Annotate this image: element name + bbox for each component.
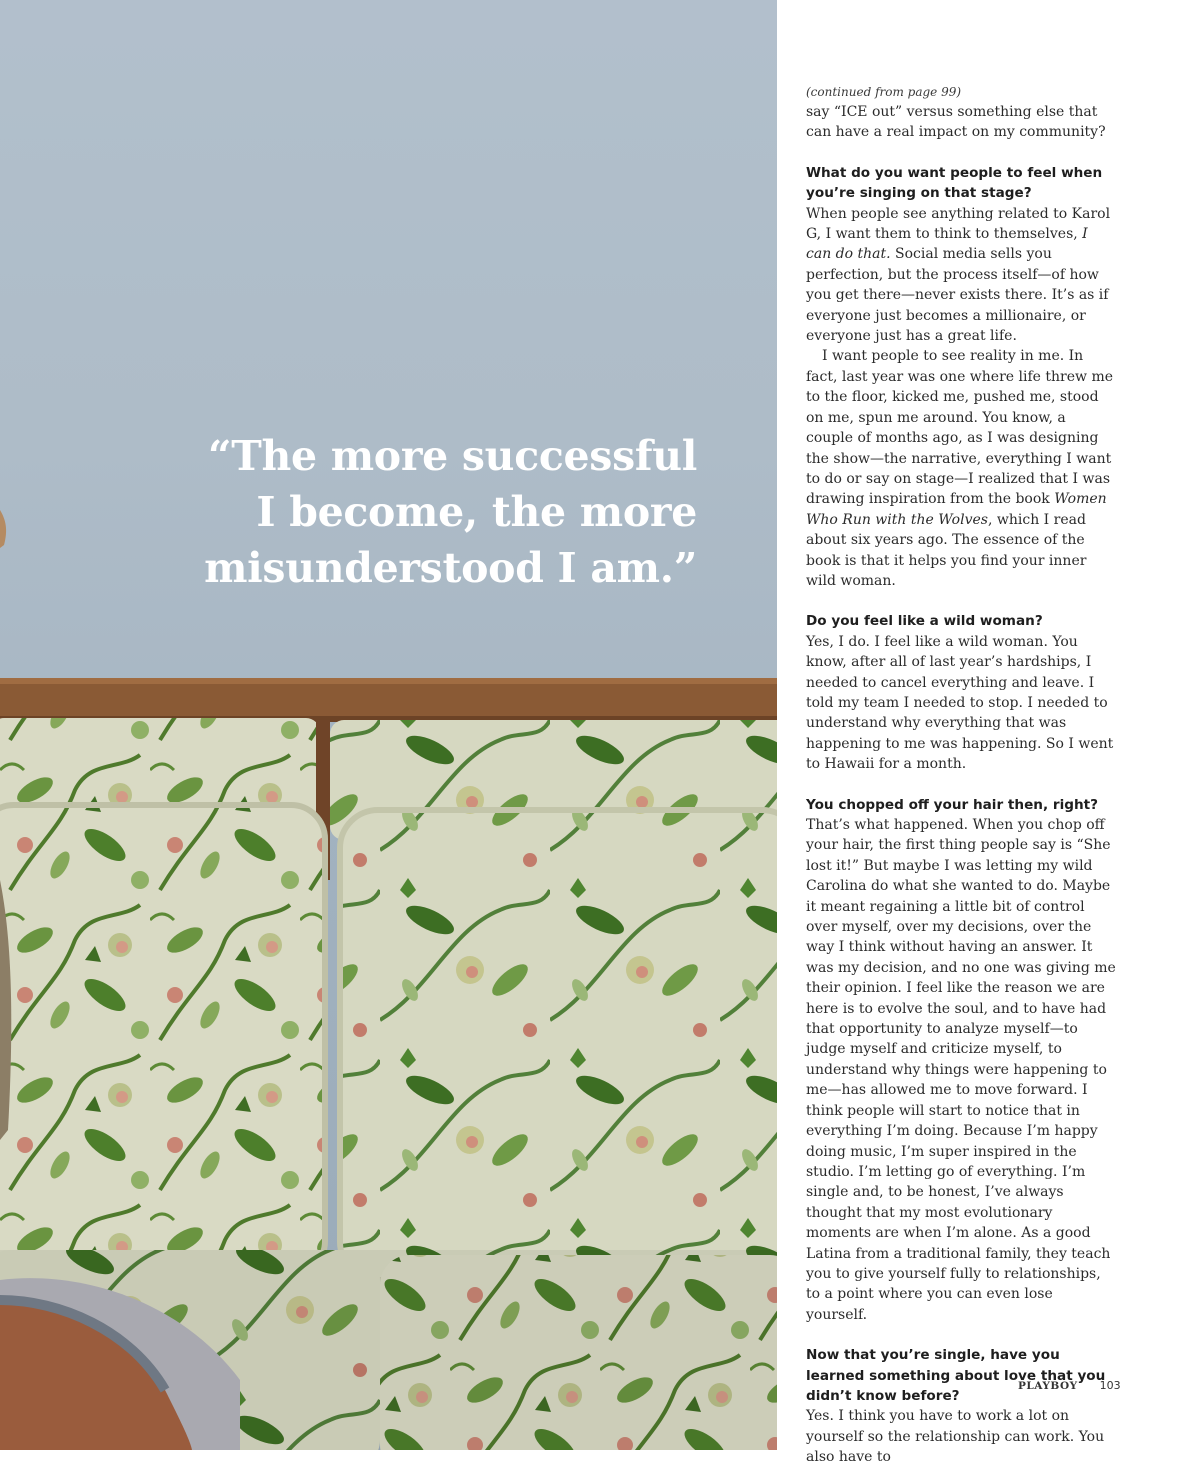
question-4: Now that you’re single, have you learned something about love that you didn’t know before? bbox=[806, 1347, 1106, 1404]
book-title: Women Who Run with the Wolves bbox=[806, 491, 1107, 528]
answer-3: That’s what happened. When you chop off your hair, the first thing people say is “She lost it!” But maybe I was letting my wild Carolina do what she wanted to do. Maybe it meant regaining a little bit of control over myself, over my decisions, over the way I think without having an answer. It was my decision, and no one was giving me their opinion. I feel like the reason we are here is to evolve the soul, and to have had that opportunity to analyze myself—to judge myself and criticize myself, to understand why things were happening to me—has allowed me to move forward. I think people will start to notice that in everything I’m doing. Because I’m happy doing music, I’m super inspired in the studio. I’m letting go of everything. I’m single and, to be honest, I’ve always thought that my most evolutionary moments are when I’m alone. As a good Latina from a traditional family, they teach you to give yourself fully to relationships, to a point where you can even lose yourself. bbox=[806, 817, 1116, 1323]
pull-quote-line-1: “The more successful bbox=[207, 432, 697, 480]
pull-quote bbox=[137, 428, 697, 596]
intro-paragraph: say “ICE out” versus something else that can have a real impact on my community? bbox=[806, 104, 1106, 141]
answer-1-emphasis: I can do that. bbox=[806, 226, 1088, 263]
article-column bbox=[806, 82, 1116, 1468]
answer-1-text-b: Social media sells you perfection, but the process itself—of how you get there—never exists there. It’s as if everyone just becomes a millionaire, or everyone just has a great life. bbox=[806, 246, 1109, 345]
question-2: Do you feel like a wild woman? bbox=[806, 613, 1043, 630]
answer-1-p2-text-b: , which I read about six years ago. The essence of the book is that it helps you find your inner wild woman. bbox=[806, 511, 1087, 589]
answer-1-p2-text-a: I want people to see reality in me. In fact, last year was one where life threw me to the floor, kicked me, pushed me, stood on me, spun me around. You know, a couple of months ago, as I was designing the show—the narrative, everything I want to do or say on stage—I realized that I was drawing inspiration from the book bbox=[806, 348, 1114, 508]
pull-quote-line-3: misunderstood I am.” bbox=[204, 544, 697, 592]
answer-4: Yes. I think you have to work a lot on yourself so the relationship can work. You also have to bbox=[806, 1408, 1105, 1466]
answer-1-text-a: When people see anything related to Karol G, I want them to think to themselves, bbox=[806, 205, 1111, 243]
pull-quote-line-2: I become, the more bbox=[256, 488, 697, 536]
question-1: What do you want people to feel when you’re singing on that stage? bbox=[806, 164, 1103, 202]
magazine-name: PLAYBOY bbox=[1018, 1380, 1078, 1392]
question-3: You chopped off your hair then, right? bbox=[806, 796, 1099, 813]
answer-1-paragraph-1 bbox=[806, 204, 1116, 347]
page-number: 103 bbox=[1099, 1379, 1121, 1392]
page-folio bbox=[1018, 1378, 1121, 1394]
continued-note: (continued from page 99) bbox=[806, 85, 962, 99]
answer-1-paragraph-2 bbox=[806, 346, 1116, 591]
answer-2: Yes, I do. I feel like a wild woman. You know, after all of last year’s hardships, I needed to cancel everything and leave. I told my team I needed to stop. I needed to understand why everything that was happening to me was happening. So I went to Hawaii for a month. bbox=[806, 633, 1114, 773]
